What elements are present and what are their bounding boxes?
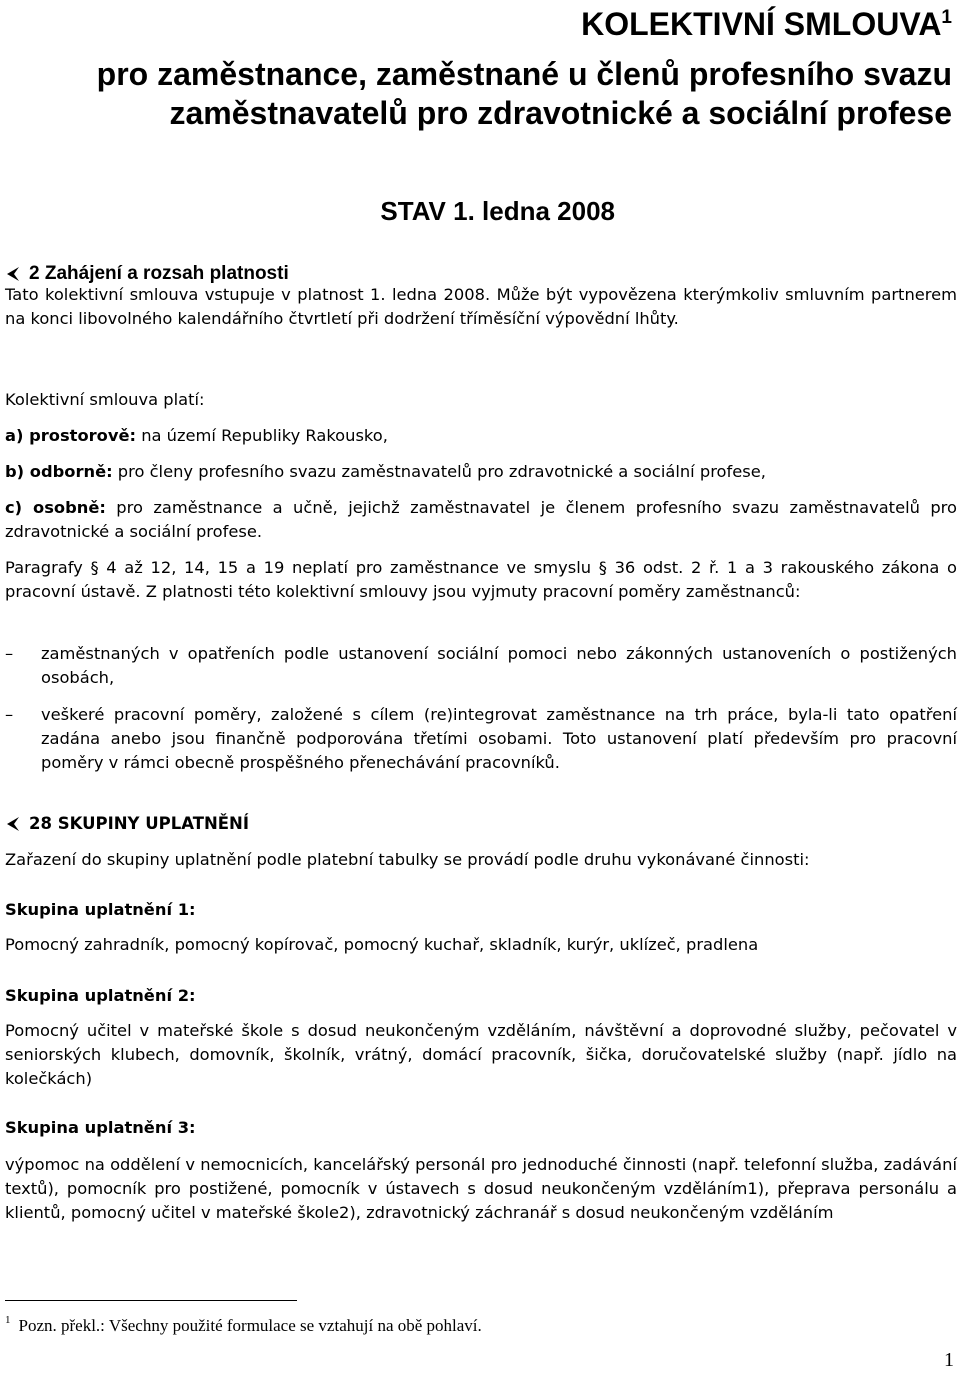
exclusion-text-1: zaměstnaných v opatřeních podle ustanovení sociální pomoci nebo zákonných ustanoveních o postižených osobách, [41,644,957,687]
arrow-icon [5,264,21,284]
group-1-title: Skupina uplatnění 1: [5,900,196,919]
footnote-mark: 1 [5,1314,11,1326]
section-heading-text: 2 Zahájení a rozsah platnosti [29,263,289,284]
document-title [0,4,952,44]
group-2-title: Skupina uplatnění 2: [5,986,196,1005]
footnote-text: Pozn. překl.: Všechny použité formulace se vztahují na obě pohlaví. [18,1316,482,1335]
footnote [5,1313,482,1339]
group-1-text: Pomocný zahradník, pomocný kopírovač, pomocný kuchař, skladník, kurýr, uklízeč, pradlena [5,935,759,954]
scope-label-personal: c) osobně: [5,498,106,517]
scope-text-professional: pro členy profesního svazu zaměstnavatelů pro zdravotnické a sociální profese, [112,462,766,481]
scope-item-personal [5,496,957,544]
scope-label-professional: b) odborně: [5,462,113,481]
scope-label-spatial: a) prostorově: [5,426,137,445]
title-text: KOLEKTIVNÍ SMLOUVA [581,6,942,42]
dash-bullet: – [5,644,14,663]
scope-text-spatial: na území Republiky Rakousko, [136,426,388,445]
title-footnote-mark: 1 [941,7,952,28]
paragraph-exclusions: Paragrafy § 4 až 12, 14, 15 a 19 neplatí pro zaměstnance ve smyslu § 36 odst. 2 ř. 1 a 3 rakouského zákona o pracovní ústavě. Z platnosti této kolektivní smlouvy jsou vyjmuty pracovní poměry zaměstnanců: [5,558,957,601]
group-3-title: Skupina uplatnění 3: [5,1118,196,1137]
footnote-divider [5,1300,297,1301]
page-number: 1 [944,1349,954,1371]
document-date: STAV 1. ledna 2008 [380,196,615,226]
dash-bullet: – [5,705,14,724]
paragraph-applies: Kolektivní smlouva platí: [5,390,205,409]
paragraph-validity-start: Tato kolektivní smlouva vstupuje v platnost 1. ledna 2008. Může být vypovězena kterýmkoliv smluvním partnerem na konci libovolného kalendářního čtvrtletí při dodržení tříměsíční výpovědní lhůty. [5,285,957,328]
section-heading-groups [5,810,249,838]
arrow-icon [5,814,21,834]
scope-item-spatial [5,424,957,448]
scope-text-personal: pro zaměstnance a učně, jejichž zaměstnavatel je členem profesního svazu zaměstnavatelů pro zdravotnické a sociální profese. [5,498,957,541]
exclusion-item-1 [5,642,957,690]
paragraph-groups-intro: Zařazení do skupiny uplatnění podle platební tabulky se provádí podle druhu vykonávané činnosti: [5,850,810,869]
group-2-text: Pomocný učitel v mateřské škole s dosud neukončeným vzděláním, návštěvní a doprovodné služby, pečovatel v seniorských klubech, domovník, školník, vrátný, domácí pracovník, šička, doručovatelské služby (např. jídlo na kolečkách) [5,1021,957,1088]
exclusion-text-2: veškeré pracovní poměry, založené s cílem (re)integrovat zaměstnance na trh práce, byla-li tato opatření zadána anebo jsou finančně podporována třetími osobami. Toto ustanovení platí především pro pracovní poměry v rámci obecně prospěšného přenechávání pracovníků. [41,705,957,772]
document-subtitle: pro zaměstnance, zaměstnané u členů profesního svazu zaměstnavatelů pro zdravotnické a sociální profese [96,56,952,131]
group-3-text: výpomoc na oddělení v nemocnicích, kancelářský personál pro jednoduché činnosti (např. telefonní služba, zadávání textů), pomocník pro postižené, pomocník v ústavech s dosud neukončeným vzděláním1), přeprava personálu a klientů, pomocný učitel v mateřské škole2), zdravotnický záchranář s dosud neukončeným vzděláním [5,1155,957,1222]
scope-item-professional [5,460,957,484]
exclusion-item-2 [5,703,957,775]
section-heading-text: 28 SKUPINY UPLATNĚNÍ [29,814,249,833]
